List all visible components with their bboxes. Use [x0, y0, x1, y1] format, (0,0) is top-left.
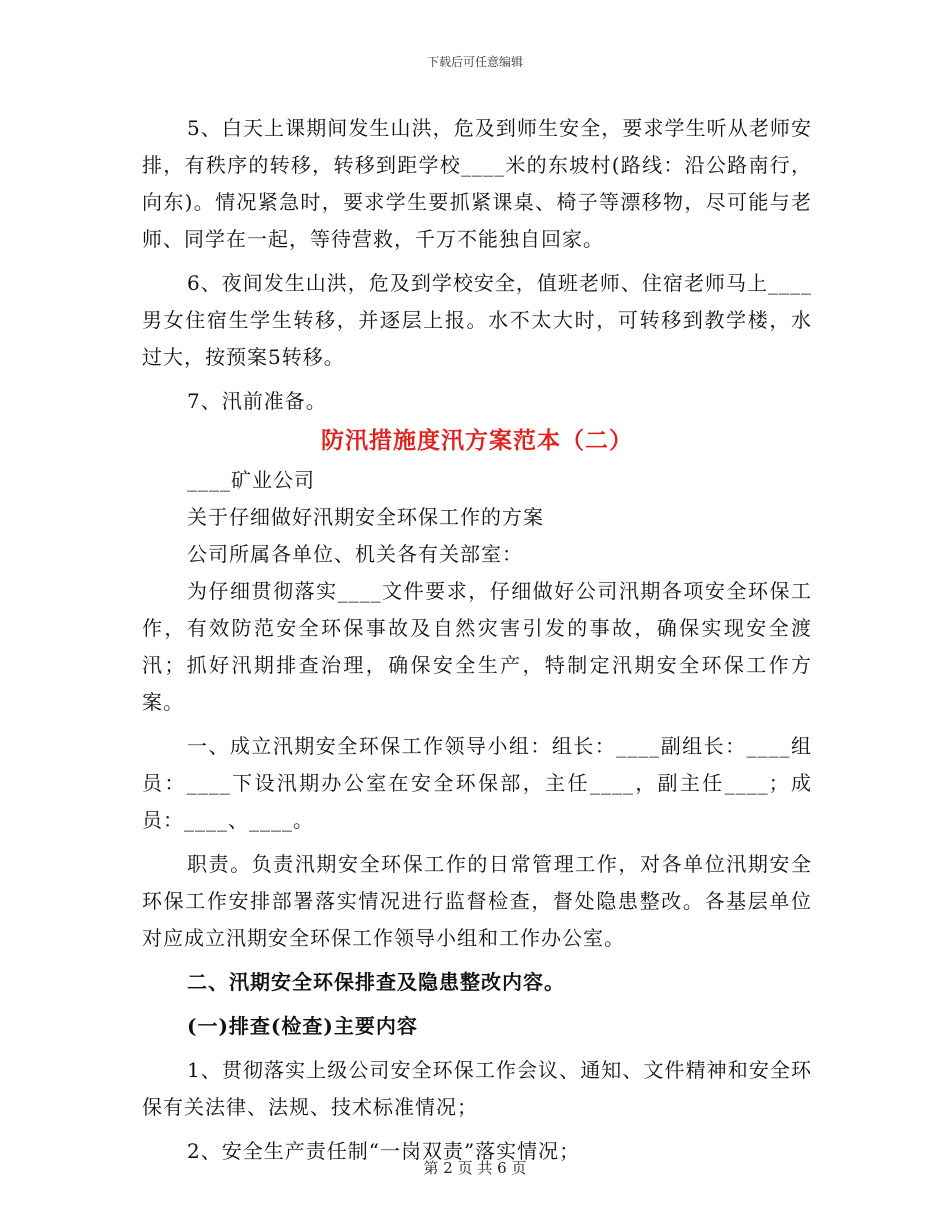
subsection-heading: (一)排查(检查)主要内容 — [187, 1014, 418, 1038]
paragraph-7: 7、汛前准备。 — [187, 389, 327, 413]
item-2-paragraph: 2、安全生产责任制“一岗双责”落实情况； — [187, 1139, 581, 1163]
plan-title-line: 关于仔细做好汛期安全环保工作的方案 — [187, 505, 544, 529]
duties-paragraph: 职责。负责汛期安全环保工作的日常管理工作，对各单位汛期安全环保工作安排部署落实情况进行监督检查，督处隐患整改。各基层单位对应成立汛期安全环保工作领导小组和工作办公室。 — [142, 852, 812, 950]
item-1-paragraph: 1、贯彻落实上级公司安全环保工作会议、通知、文件精神和安全环保有关法律、法规、技术标准情况； — [142, 1058, 812, 1119]
leadership-group-paragraph: 一、成立汛期安全环保工作领导小组：组长：____副组长：____组员：____下设汛期办公室在安全环保部，主任____，副主任____；成员：____、____。 — [142, 734, 812, 832]
document-body — [142, 110, 812, 1170]
page-header: 下载后可任意编辑 — [426, 55, 523, 69]
paragraph-5: 5、白天上课期间发生山洪，危及到师生安全，要求学生听从老师安排，有秩序的转移，转移到距学校____米的东坡村(路线：沿公路南行，向东)。情况紧急时，要求学生要抓紧课桌、椅子等漂移物，尽可能与老师、同学在一起，等待营救，千万不能独自回家。 — [142, 116, 812, 251]
intro-paragraph: 为仔细贯彻落实____文件要求，仔细做好公司汛期各项安全环保工作，有效防范安全环保事故及自然灾害引发的事故，确保实现安全渡汛；抓好汛期排查治理，确保安全生产，特制定汛期安全环保工作方案。 — [142, 579, 812, 714]
company-line: ____矿业公司 — [187, 468, 315, 492]
paragraph-6: 6、夜间发生山洪，危及到学校安全，值班老师、住宿老师马上____男女住宿生学生转移，并逐层上报。水不太大时，可转移到教学楼，水过大，按预案5转移。 — [142, 271, 812, 369]
section-title: 防汛措施度汛方案范本（二） — [321, 427, 633, 454]
recipients-line: 公司所属各单位、机关各有关部室： — [187, 542, 523, 566]
page-footer: 第 2 页 共 6 页 — [423, 1159, 527, 1177]
section-two-heading: 二、汛期安全环保排查及隐患整改内容。 — [187, 970, 565, 994]
